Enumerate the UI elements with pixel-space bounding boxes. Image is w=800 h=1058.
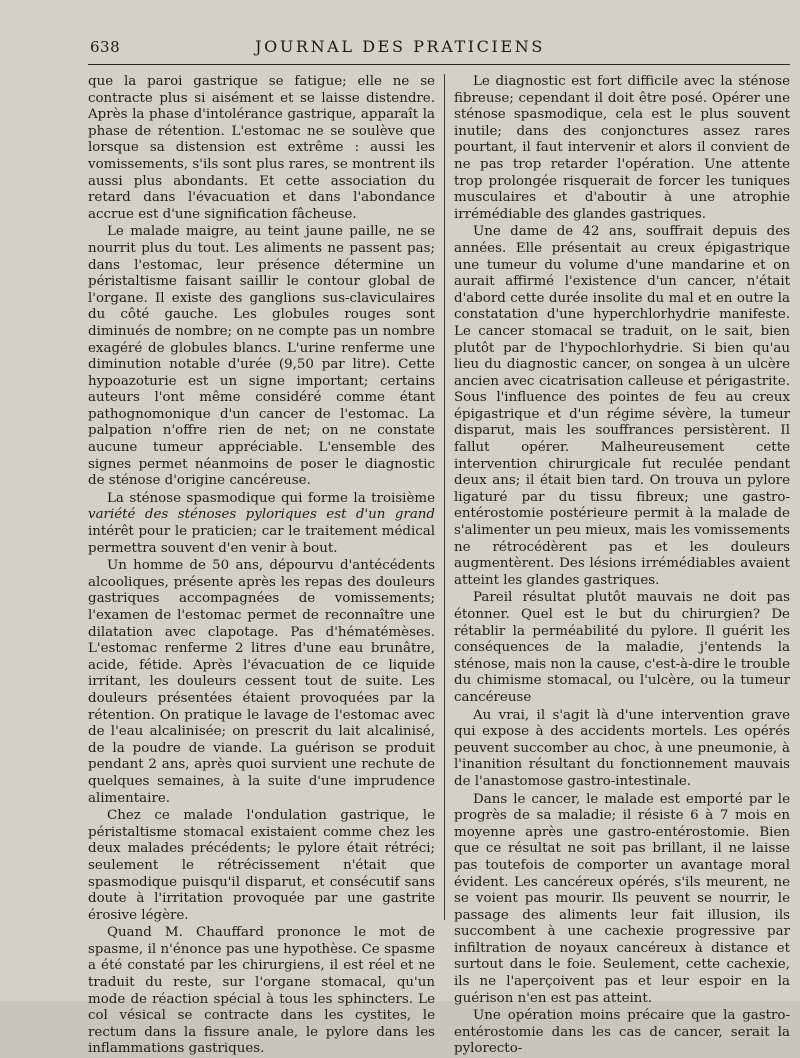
paragraph: Pareil résultat plutôt mauvais ne doit pas étonner. Quel est le but du chirurgien? De rétablir la perméabilité du pylore. Il guérit les conséquences de la maladie, j'entends la sténose, mais non la cause, c'est-à-dire le trouble du chimisme stomacal, ou l'ulcère, ou la tumeur cancéreuse bbox=[454, 590, 790, 705]
paragraph: que la paroi gastrique se fatigue; elle ne se contracte plus si aisément et se laisse distendre. Après la phase d'intolérance gastrique, apparaît la phase de rétention. L'estomac ne se soulève que lorsque sa distension est extrême : aussi les vomissements, s'ils sont plus rares, se montrent ils aussi plus abondants. Et cette association du retard dans l'évacuation et dans l'abondance accrue est d'une signification fâcheuse. bbox=[88, 74, 435, 222]
column-divider bbox=[444, 74, 445, 920]
header-rule bbox=[88, 64, 790, 65]
running-title: JOURNAL DES PRATICIENS bbox=[255, 37, 545, 56]
paragraph: Le diagnostic est fort difficile avec la sténose fibreuse; cependant il doit être posé. Opérer une sténose spasmodique, cela est le plus souvent inutile; dans des conjonctures assez rares pourtant, il faut intervenir et alors il convient de ne pas trop retarder l'opération. Une attente trop prolongée risquerait de forcer les tuniques musculaires et d'aboutir à une atrophie irrémédiable des glandes gastriques. bbox=[454, 74, 790, 222]
paragraph: Dans le cancer, le malade est emporté par le progrès de sa maladie; il résiste 6 à 7 mois en moyenne après une gastro-entérostomie. Bien que ce résultat ne soit pas brillant, il ne laisse pas toutefois de comporter un avantage moral évident. Les cancéreux opérés, s'ils meurent, ne se voient pas mourir. Ils peuvent se nourrir, le passage des aliments leur fait illusion, ils succombent à une cachexie progressive par infiltration de noyaux cancéreux à distance et surtout dans le foie. Seulement, cette cachexie, ils ne l'aperçoivent pas et leur espoir en la guérison n'en est pas atteint. bbox=[454, 791, 790, 1006]
paragraph: Une dame de 42 ans, souffrait depuis des années. Elle présentait au creux épigastrique une tumeur du volume d'une mandarine et on aurait affirmé l'existence d'un cancer, n'était d'abord cette durée insolite du mal et en outre la constatation d'une hyperchlorhydrie manifeste. Le cancer stomacal se traduit, on le sait, bien plutôt par de l'hypochlorhydrie. Si bien qu'au lieu du diagnostic cancer, on songea à un ulcère ancien avec cicatrisation calleuse et périgastrite. Sous l'influence des pointes de feu au creux épigastrique et d'un régime sévère, la tumeur disparut, mais les souffrances persistèrent. Il fallut opérer. Malheureusement cette intervention chirurgicale fut reculée pendant deux ans; il était bien tard. On trouva un pylore ligaturé par du tissu fibreux; une gastro-entérostomie postérieure permit à la malade de s'alimenter un peu mieux, mais les vomissements ne rétrocédèrent pas et les douleurs augmentèrent. Des lésions irrémédiables avaient atteint les glandes gastriques. bbox=[454, 224, 790, 588]
paragraph: Le malade maigre, au teint jaune paille, ne se nourrit plus du tout. Les aliments ne passent pas; dans l'estomac, leur présence détermine un péristaltisme faisant saillir le contour global de l'organe. Il existe des ganglions sus-claviculaires du côté gauche. Les globules rouges sont diminués de nombre; on ne compte pas un nombre exagéré de globules blancs. L'urine renferme une diminution notable d'urée (9,50 par litre). Cette hypoazoturie est un signe important; certains auteurs l'ont même considéré comme étant pathognomonique d'un cancer de l'estomac. La palpation n'offre rien de net; on ne constate aucune tumeur appréciable. L'ensemble des signes permet néanmoins de poser le diagnostic de sténose d'origine cancéreuse. bbox=[88, 224, 435, 489]
paragraph: Chez ce malade l'ondulation gastrique, le péristaltisme stomacal existaient comme chez les deux malades précédents; le pylore était rétréci; seulement le rétrécissement n'était que spasmodique puisqu'il disparut, et consécutif sans doute à l'irritation provoquée par une gastrite érosive légère. bbox=[88, 808, 435, 923]
page-number: 638 bbox=[90, 38, 121, 56]
right-column bbox=[454, 74, 790, 1058]
paragraph: Quand M. Chauffard prononce le mot de spasme, il n'énonce pas une hypothèse. Ce spasme a été constaté par les chirurgiens, il est réel et ne traduit du reste, sur l'organe stomacal, qu'un mode de réaction spécial à tous les sphincters. Le col vésical se contracte dans les cystites, le rectum dans la fissure anale, le pylore dans les inflammations gastriques. bbox=[88, 925, 435, 1057]
paragraph: Une opération moins précaire que la gastro-entérostomie dans les cas de cancer, serait la pylorecto- bbox=[454, 1008, 790, 1057]
paragraph: Un homme de 50 ans, dépourvu d'antécédents alcooliques, présente après les repas des douleurs gastriques accompagnées de vomissements; l'examen de l'estomac permet de reconnaître une dilatation avec clapotage. Pas d'hématémèses. L'estomac renferme 2 litres d'une eau brunâtre, acide, fétide. Après l'évacuation de ce liquide irritant, les douleurs cessent tout de suite. Les douleurs présentées étaient provoquées par la rétention. On pratique le lavage de l'estomac avec de l'eau alcalinisée; on prescrit du lait alcalinisé, de la poudre de viande. La guérison se produit pendant 2 ans, après quoi survient une rechute de quelques semaines, à la suite d'une imprudence alimentaire. bbox=[88, 558, 435, 806]
paragraph: Au vrai, il s'agit là d'une intervention grave qui expose à des accidents mortels. Les opérés peuvent succomber au choc, à une pneumonie, à l'inanition résultant du fonctionnement mauvais de l'anastomose gastro-intestinale. bbox=[454, 707, 790, 789]
paragraph-text: La sténose spasmodique qui forme la troisième bbox=[107, 490, 435, 506]
italic-text: variété des sténoses pyloriques est d'un grand bbox=[88, 507, 435, 523]
paragraph-text: intérêt pour le praticien; car le traitement médical permettra souvent d'en venir à bout. bbox=[88, 524, 435, 556]
left-column bbox=[88, 74, 435, 1058]
paragraph bbox=[88, 491, 435, 557]
